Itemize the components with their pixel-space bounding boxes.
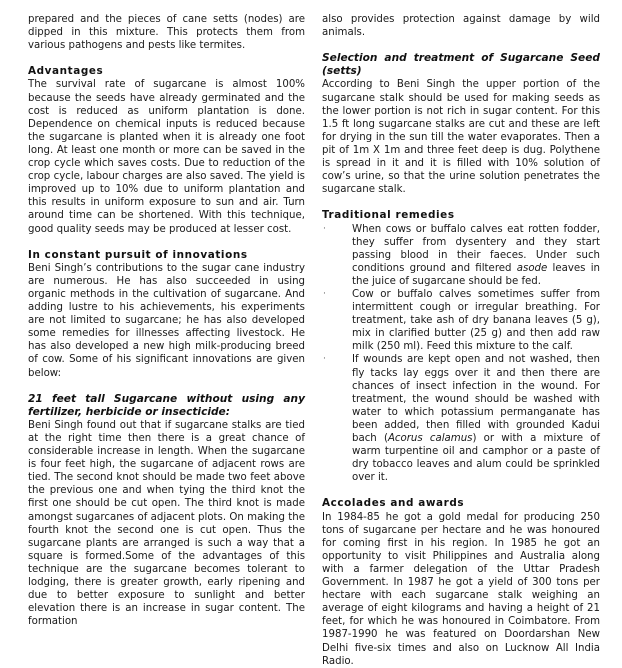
remedy-text-part: Cow or buffalo calves sometimes suffer from intermittent cough or irregular breathing. For treatment, take ash of dry banana leaves (5 g), mix in clarified butter (25 g) and then add raw milk (250 ml). Feed this mixture to the calf.: [352, 288, 600, 353]
accolades-section: [322, 497, 600, 667]
remedy-text: [352, 288, 600, 353]
bullet-icon: ·: [323, 354, 326, 365]
remedy-text: [352, 223, 600, 288]
remedy-item: [322, 353, 600, 484]
tall-sugarcane-heading: 21 feet tall Sugarcane without using any fertilizer, herbicide or insecticide:: [28, 392, 305, 418]
remedy-text: [352, 353, 600, 484]
seed-selection-paragraph: According to Beni Singh the upper portion of the sugarcane stalk should be used for making seeds as the lower portion is not rich in sugar content. For this 1.5 ft long sugarcane stalks are cut and these are left for drying in the sun till the water evaporates. Then a pit of 1m X 1m and three feet deep is dug. Polythene is spread in it and it is filled with 10% solution of cow’s urine, so that the urine solution penetrates the sugarcane stalk.: [322, 79, 600, 196]
advantages-paragraph: The survival rate of sugarcane is almost 100% because the seeds have already germinated and the cost is reduced as uniform plantation is done. Dependence on chemical inputs is reduced because the sugarcane is planted when it is already one foot long. At least one month or more can be saved in the crop cycle which saves costs. Due to reduction of the crop cycle, labour charges are also saved. The yield is improved up to 10% due to uniform plantation and this results in uniform exposure to sun and air. Turn around time can be shortened. With this technique, good quality seeds may be produced at lesser cost.: [28, 79, 305, 235]
remedy-text-part: When cows or buffalo calves eat rotten fodder, they suffer from dysentery and they start passing blood in their faeces. Under such conditions ground and filtered: [352, 223, 600, 274]
innovations-heading: In constant pursuit of innovations: [28, 248, 248, 261]
traditional-remedies-heading: Traditional remedies: [322, 209, 455, 222]
seed-selection-heading: Selection and treatment of Sugarcane Seed (setts): [322, 52, 600, 78]
spacer: [322, 39, 600, 52]
accolades-heading: Accolades and awards: [322, 497, 465, 510]
intro-tail-paragraph: prepared and the pieces of cane setts (nodes) are dipped in this mixture. This protects them from various pathogens and pests like termites.: [28, 14, 305, 52]
remedies-list: [322, 223, 600, 485]
advantages-section: [28, 65, 305, 235]
traditional-remedies-section: [322, 209, 600, 484]
innovations-section: [28, 249, 305, 380]
plant-name-italic: asode: [516, 262, 548, 274]
spacer: [322, 196, 600, 209]
bullet-icon: ·: [323, 223, 326, 234]
remedy-item: [322, 223, 600, 288]
advantages-heading: Advantages: [28, 65, 104, 78]
continuation-paragraph: also provides protection against damage by wild animals.: [322, 14, 600, 39]
bullet-icon: ·: [323, 288, 326, 299]
spacer: [28, 52, 305, 65]
tall-sugarcane-paragraph: Beni Singh found out that if sugarcane stalks are tied at the right time then there is a great chance of considerable increase in length. When the sugarcane is four feet high, the sugarcane of adjacent rows are tied. The second knot should be made two feet above the previous one and when tying the third knot the first one should be cut open. The third knot is made amongst sugarcanes of adjacent plots. On making the fourth knot the second one is cut open. Thus the sugarcane plants are arranged is such a way that a square is formed.Some of the advantages of this technique are the sugarcane becomes tolerant to lodging, there is greater growth, early ripening and due to better exposure to sunlight and better elevation there is an increase in sugar content. The formation: [28, 419, 305, 628]
accolades-paragraph: In 1984-85 he got a gold medal for producing 250 tons of sugarcane per hectare and he was honoured for coming first in his region. In 1985 he got an opportunity to visit Philippines and Australia along with a farmer delegation of the Uttar Pradesh Government. In 1987 he got a yield of 300 tons per hectare with each sugarcane stalk weighing an average of eight kilograms and having a height of 21 feet, for which he was honoured in Coimbatore. From 1987-1990 he was featured on Doordarshan New Delhi five-six times and also on Lucknow All India Radio.: [322, 511, 600, 667]
innovations-paragraph: Beni Singh’s contributions to the sugar cane industry are numerous. He has also succeeded in using organic methods in the cultivation of sugarcane. And adding lustre to his achievements, his experiments are not limited to sugarcane; he has also developed some remedies for illnesses affecting livestock. He has also developed a new high milk-producing breed of cow. Some of his significant innovations are given below:: [28, 262, 305, 379]
remedy-text-part: If wounds are kept open and not washed, then fly tacks lay eggs over it and then there are chances of insect infection in the wound. For treatment, the wound should be washed with water to which potassium permanganate has been added, then filled with grounded Kadui bach (: [352, 354, 600, 444]
left-column: [28, 13, 305, 628]
remedy-item: [322, 288, 600, 353]
spacer: [28, 380, 305, 393]
tall-sugarcane-section: [28, 393, 305, 629]
seed-selection-section: [322, 52, 600, 196]
right-column: [322, 13, 600, 668]
remedy-text-part: leaves in the juice of sugarcane should be fed.: [352, 262, 600, 287]
plant-name-italic: Acorus calamus: [387, 433, 473, 444]
remedy-text-part: ) or with a mixture of warm turpentine oil and camphor or a paste of dry tobacco leaves and alum could be sprinkled over it.: [352, 433, 600, 484]
spacer: [322, 484, 600, 497]
spacer: [28, 236, 305, 249]
